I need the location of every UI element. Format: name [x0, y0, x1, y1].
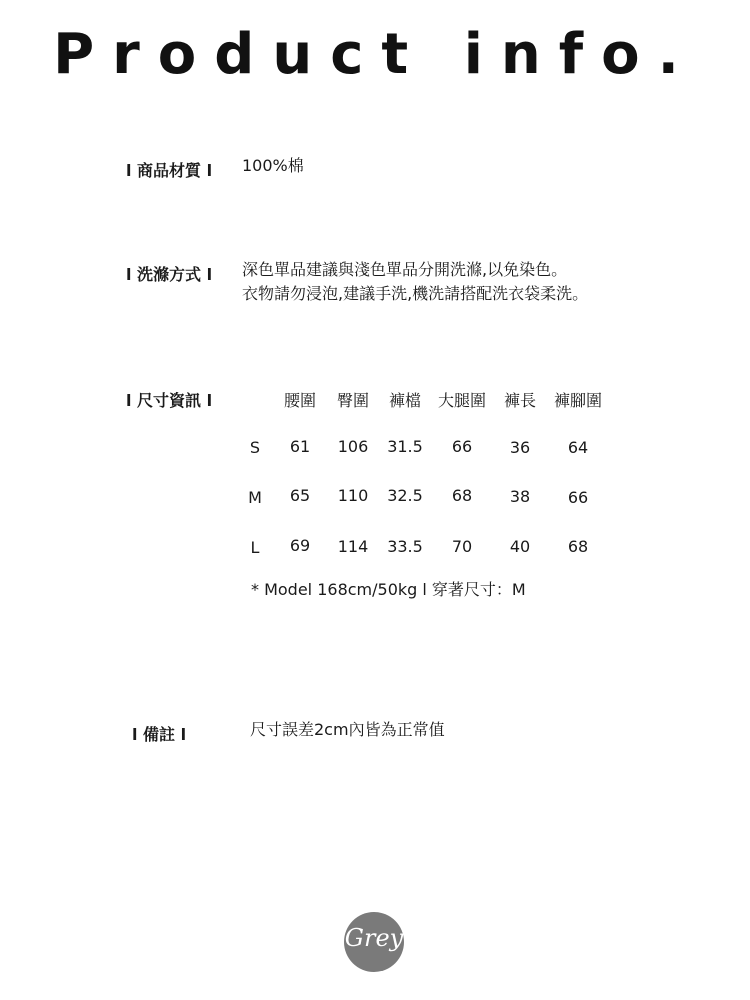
model-note: * Model 168cm/50kg l 穿著尺寸：M	[251, 580, 526, 599]
size-cell: 70	[451, 537, 473, 556]
logo-text: Grey	[344, 924, 404, 952]
size-label: l 尺寸資訊 l	[126, 391, 213, 410]
size-cell: 66	[567, 488, 589, 507]
size-cell: 69	[289, 536, 311, 555]
size-cell: 32.5	[387, 486, 423, 505]
size-cell: 38	[509, 487, 531, 506]
washing-line-2: 衣物請勿浸泡,建議手洗,機洗請搭配洗衣袋柔洗。	[242, 284, 589, 303]
size-row-label: M	[248, 488, 262, 507]
size-column-header: 腰圍	[283, 391, 316, 410]
size-cell: 61	[289, 437, 311, 456]
material-label: l 商品材質 l	[126, 161, 213, 180]
size-column-header: 褲檔	[388, 391, 421, 410]
size-cell: 40	[509, 537, 531, 556]
size-cell: 31.5	[387, 437, 423, 456]
size-cell: 66	[451, 437, 473, 456]
size-column-header: 臀圍	[336, 391, 369, 410]
washing-line-1: 深色單品建議與淺色單品分開洗滌,以免染色。	[242, 260, 568, 279]
size-column-header: 褲腳圍	[553, 391, 602, 410]
size-cell: 36	[509, 438, 531, 457]
size-cell: 33.5	[387, 537, 423, 556]
size-row-label: L	[250, 538, 260, 557]
page-title: Product info.	[53, 22, 697, 87]
size-cell: 68	[451, 486, 473, 505]
remarks-label: l 備註 l	[132, 725, 187, 744]
size-cell: 110	[337, 486, 369, 505]
washing-label: l 洗滌方式 l	[126, 265, 213, 284]
grey-logo-icon	[344, 912, 404, 972]
size-column-header: 褲長	[503, 391, 536, 410]
size-cell: 106	[337, 437, 369, 456]
material-value: 100%棉	[242, 156, 304, 175]
size-row-label: S	[249, 438, 261, 457]
size-cell: 114	[337, 537, 369, 556]
size-cell: 65	[289, 486, 311, 505]
size-cell: 68	[567, 537, 589, 556]
remarks-value: 尺寸誤差2cm內皆為正常值	[250, 720, 445, 739]
size-cell: 64	[567, 438, 589, 457]
size-column-header: 大腿圍	[437, 391, 486, 410]
